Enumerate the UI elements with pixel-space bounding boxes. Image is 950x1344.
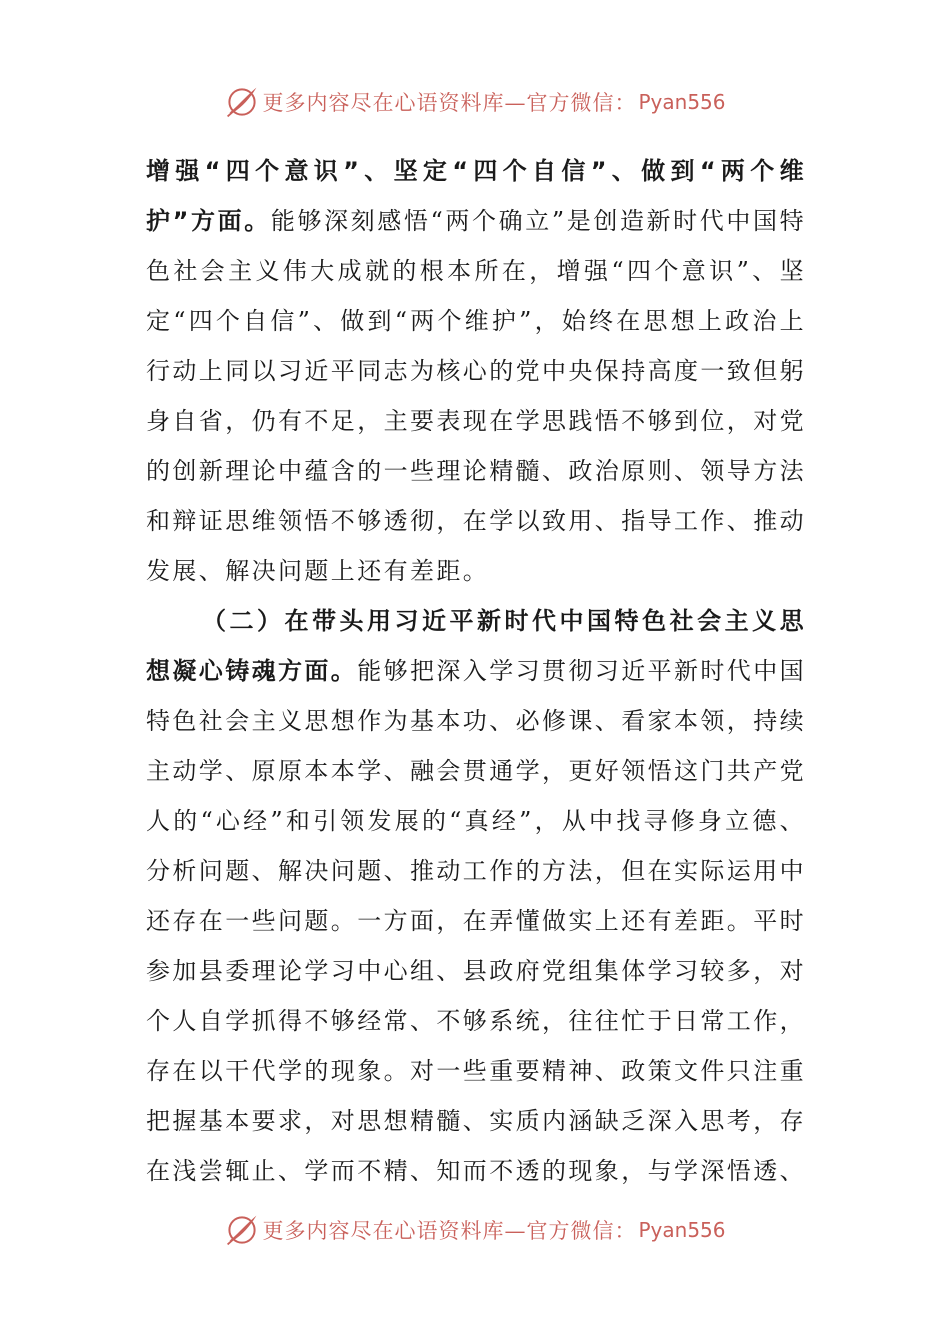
- paragraph-text: 能够深刻感悟“两个确立”是创造新时代中国特色社会主义伟大成就的根本所在，增强“四个意识”、坚定“四个自信”、做到“两个维护”，始终在思想上政治上行动上同以习近平同志为核心的党中央保持高度一致但躬身自省，仍有不足，主要表现在学思践悟不够到位，对党的创新理论中蕴含的一些理论精髓、政治原则、领导方法和辩证思维领悟不够透彻，在学以致用、指导工作、推动发展、解决问题上还有差距。: [146, 207, 807, 585]
- quill-pen-logo-icon: [224, 84, 260, 120]
- watermark-wechat-id: Pyan556: [638, 1218, 726, 1242]
- header-watermark: [0, 82, 950, 122]
- document-body: [146, 146, 806, 1196]
- quill-pen-logo-icon: [224, 1212, 260, 1248]
- watermark-text: 更多内容尽在心语资料库—官方微信：: [262, 1219, 637, 1243]
- paragraph: [146, 596, 806, 1196]
- watermark-wechat-id: Pyan556: [638, 90, 726, 114]
- footer-watermark: [0, 1210, 950, 1250]
- watermark-text: 更多内容尽在心语资料库—官方微信：: [262, 91, 637, 115]
- paragraph-text: 能够把深入学习贯彻习近平新时代中国特色社会主义思想作为基本功、必修课、看家本领，持续主动学、原原本本学、融会贯通学，更好领悟这门共产党人的“心经”和引领发展的“真经”，从中找寻修身立德、分析问题、解决问题、推动工作的方法，但在实际运用中还存在一些问题。一方面，在弄懂做实上还有差距。平时参加县委理论学习中心组、县政府党组集体学习较多，对个人自学抓得不够经常、不够系统，往往忙于日常工作，存在以干代学的现象。对一些重要精神、政策文件只注重把握基本要求，对思想精髓、实质内涵缺乏深入思考，存在浅尝辄止、学而不精、知而不透的现象，与学深悟透、: [146, 657, 807, 1185]
- paragraph-heading: （二）在带头用习近平新时代中国特色社会主义思想凝心铸魂方面。: [146, 607, 806, 685]
- paragraph: [146, 146, 806, 596]
- paragraph-heading: 增强“四个意识”、坚定“四个自信”、做到“两个维护”方面。: [146, 157, 806, 235]
